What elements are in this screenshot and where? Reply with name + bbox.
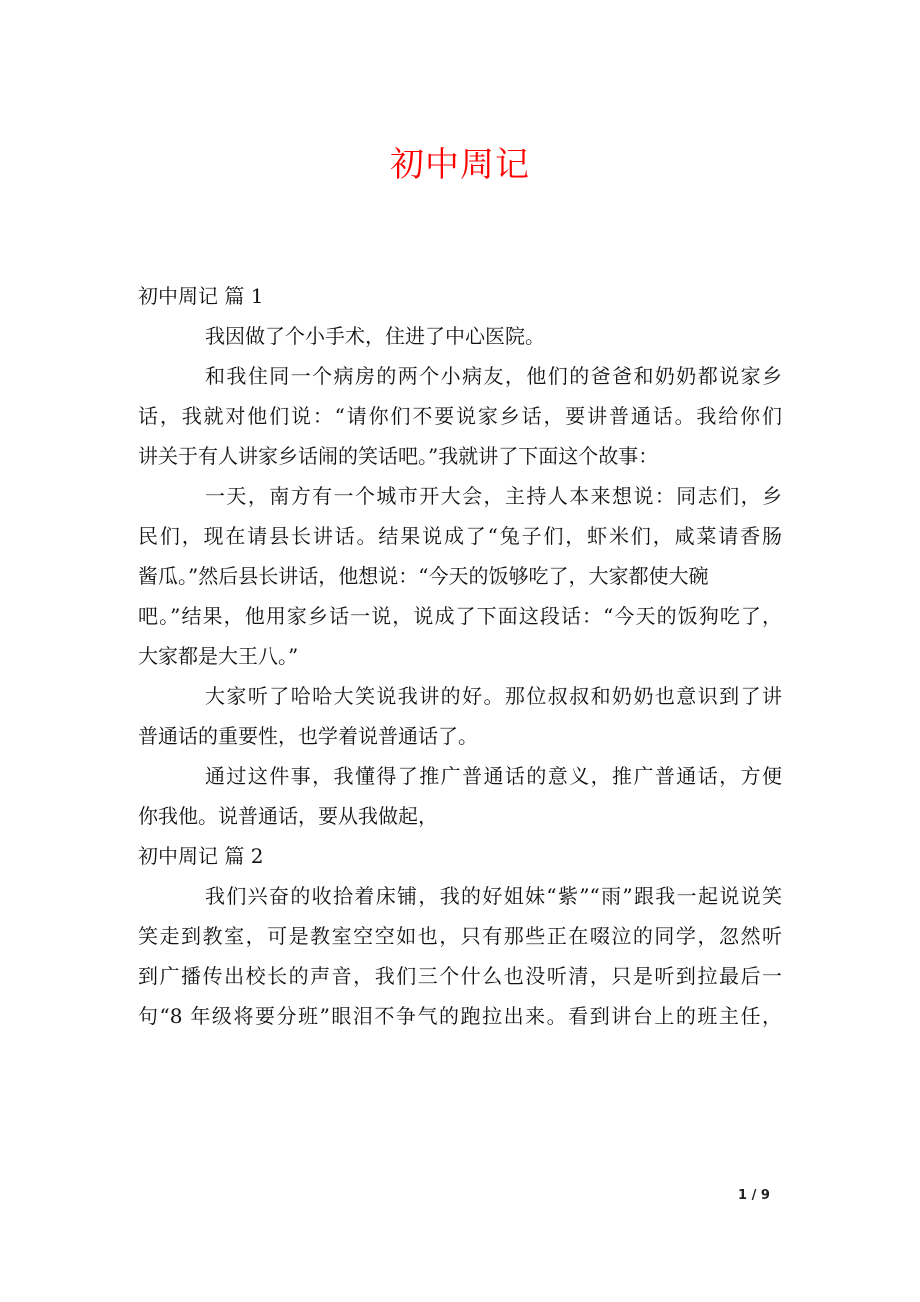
paragraph-line: 吧。”结果，他用家乡话一说，说成了下面这段话：“今天的饭狗吃了， — [138, 604, 782, 628]
paragraph-line: 到广播传出校长的声音，我们三个什么也没听清，只是听到拉最后一 — [138, 964, 782, 988]
paragraph-line: 大家都是大王八。” — [138, 644, 299, 668]
paragraph-line: 我因做了个小手术，住进了中心医院。 — [205, 324, 545, 348]
paragraph-line: 笑走到教室，可是教室空空如也，只有那些正在啜泣的同学，忽然听 — [138, 924, 782, 948]
paragraph-line: 酱瓜。”然后县长讲话，他想说：“今天的饭够吃了，大家都使大碗 — [138, 564, 709, 588]
paragraph-line: 和我住同一个病房的两个小病友，他们的爸爸和奶奶都说家乡 — [205, 364, 782, 388]
paragraph-line: 通过这件事，我懂得了推广普通话的意义，推广普通话，方便 — [205, 764, 782, 788]
paragraph-line: 民们，现在请县长讲话。结果说成了“兔子们，虾米们，咸菜请香肠 — [138, 524, 782, 548]
page-number: 1 / 9 — [738, 1188, 770, 1203]
paragraph-line: 句“8 年级将要分班”眼泪不争气的跑拉出来。看到讲台上的班主任， — [138, 1004, 782, 1028]
paragraph-line: 一天，南方有一个城市开大会，主持人本来想说：同志们，乡 — [205, 484, 782, 508]
paragraph-line: 讲关于有人讲家乡话闹的笑话吧。”我就讲了下面这个故事： — [138, 444, 659, 468]
section-heading-2: 初中周记 篇 2 — [138, 844, 264, 868]
document-body — [138, 276, 782, 1036]
paragraph-line: 话，我就对他们说：“请你们不要说家乡话，要讲普通话。我给你们 — [138, 404, 782, 428]
paragraph-line: 我们兴奋的收拾着床铺，我的好姐妹“紫”“雨”跟我一起说说笑 — [205, 884, 782, 908]
paragraph-line: 大家听了哈哈大笑说我讲的好。那位叔叔和奶奶也意识到了讲 — [205, 684, 782, 708]
paragraph-line: 普通话的重要性，也学着说普通话了。 — [138, 724, 478, 748]
paragraph-line: 你我他。说普通话，要从我做起， — [138, 804, 438, 828]
section-heading-1: 初中周记 篇 1 — [138, 284, 264, 308]
document-title: 初中周记 — [390, 145, 530, 185]
